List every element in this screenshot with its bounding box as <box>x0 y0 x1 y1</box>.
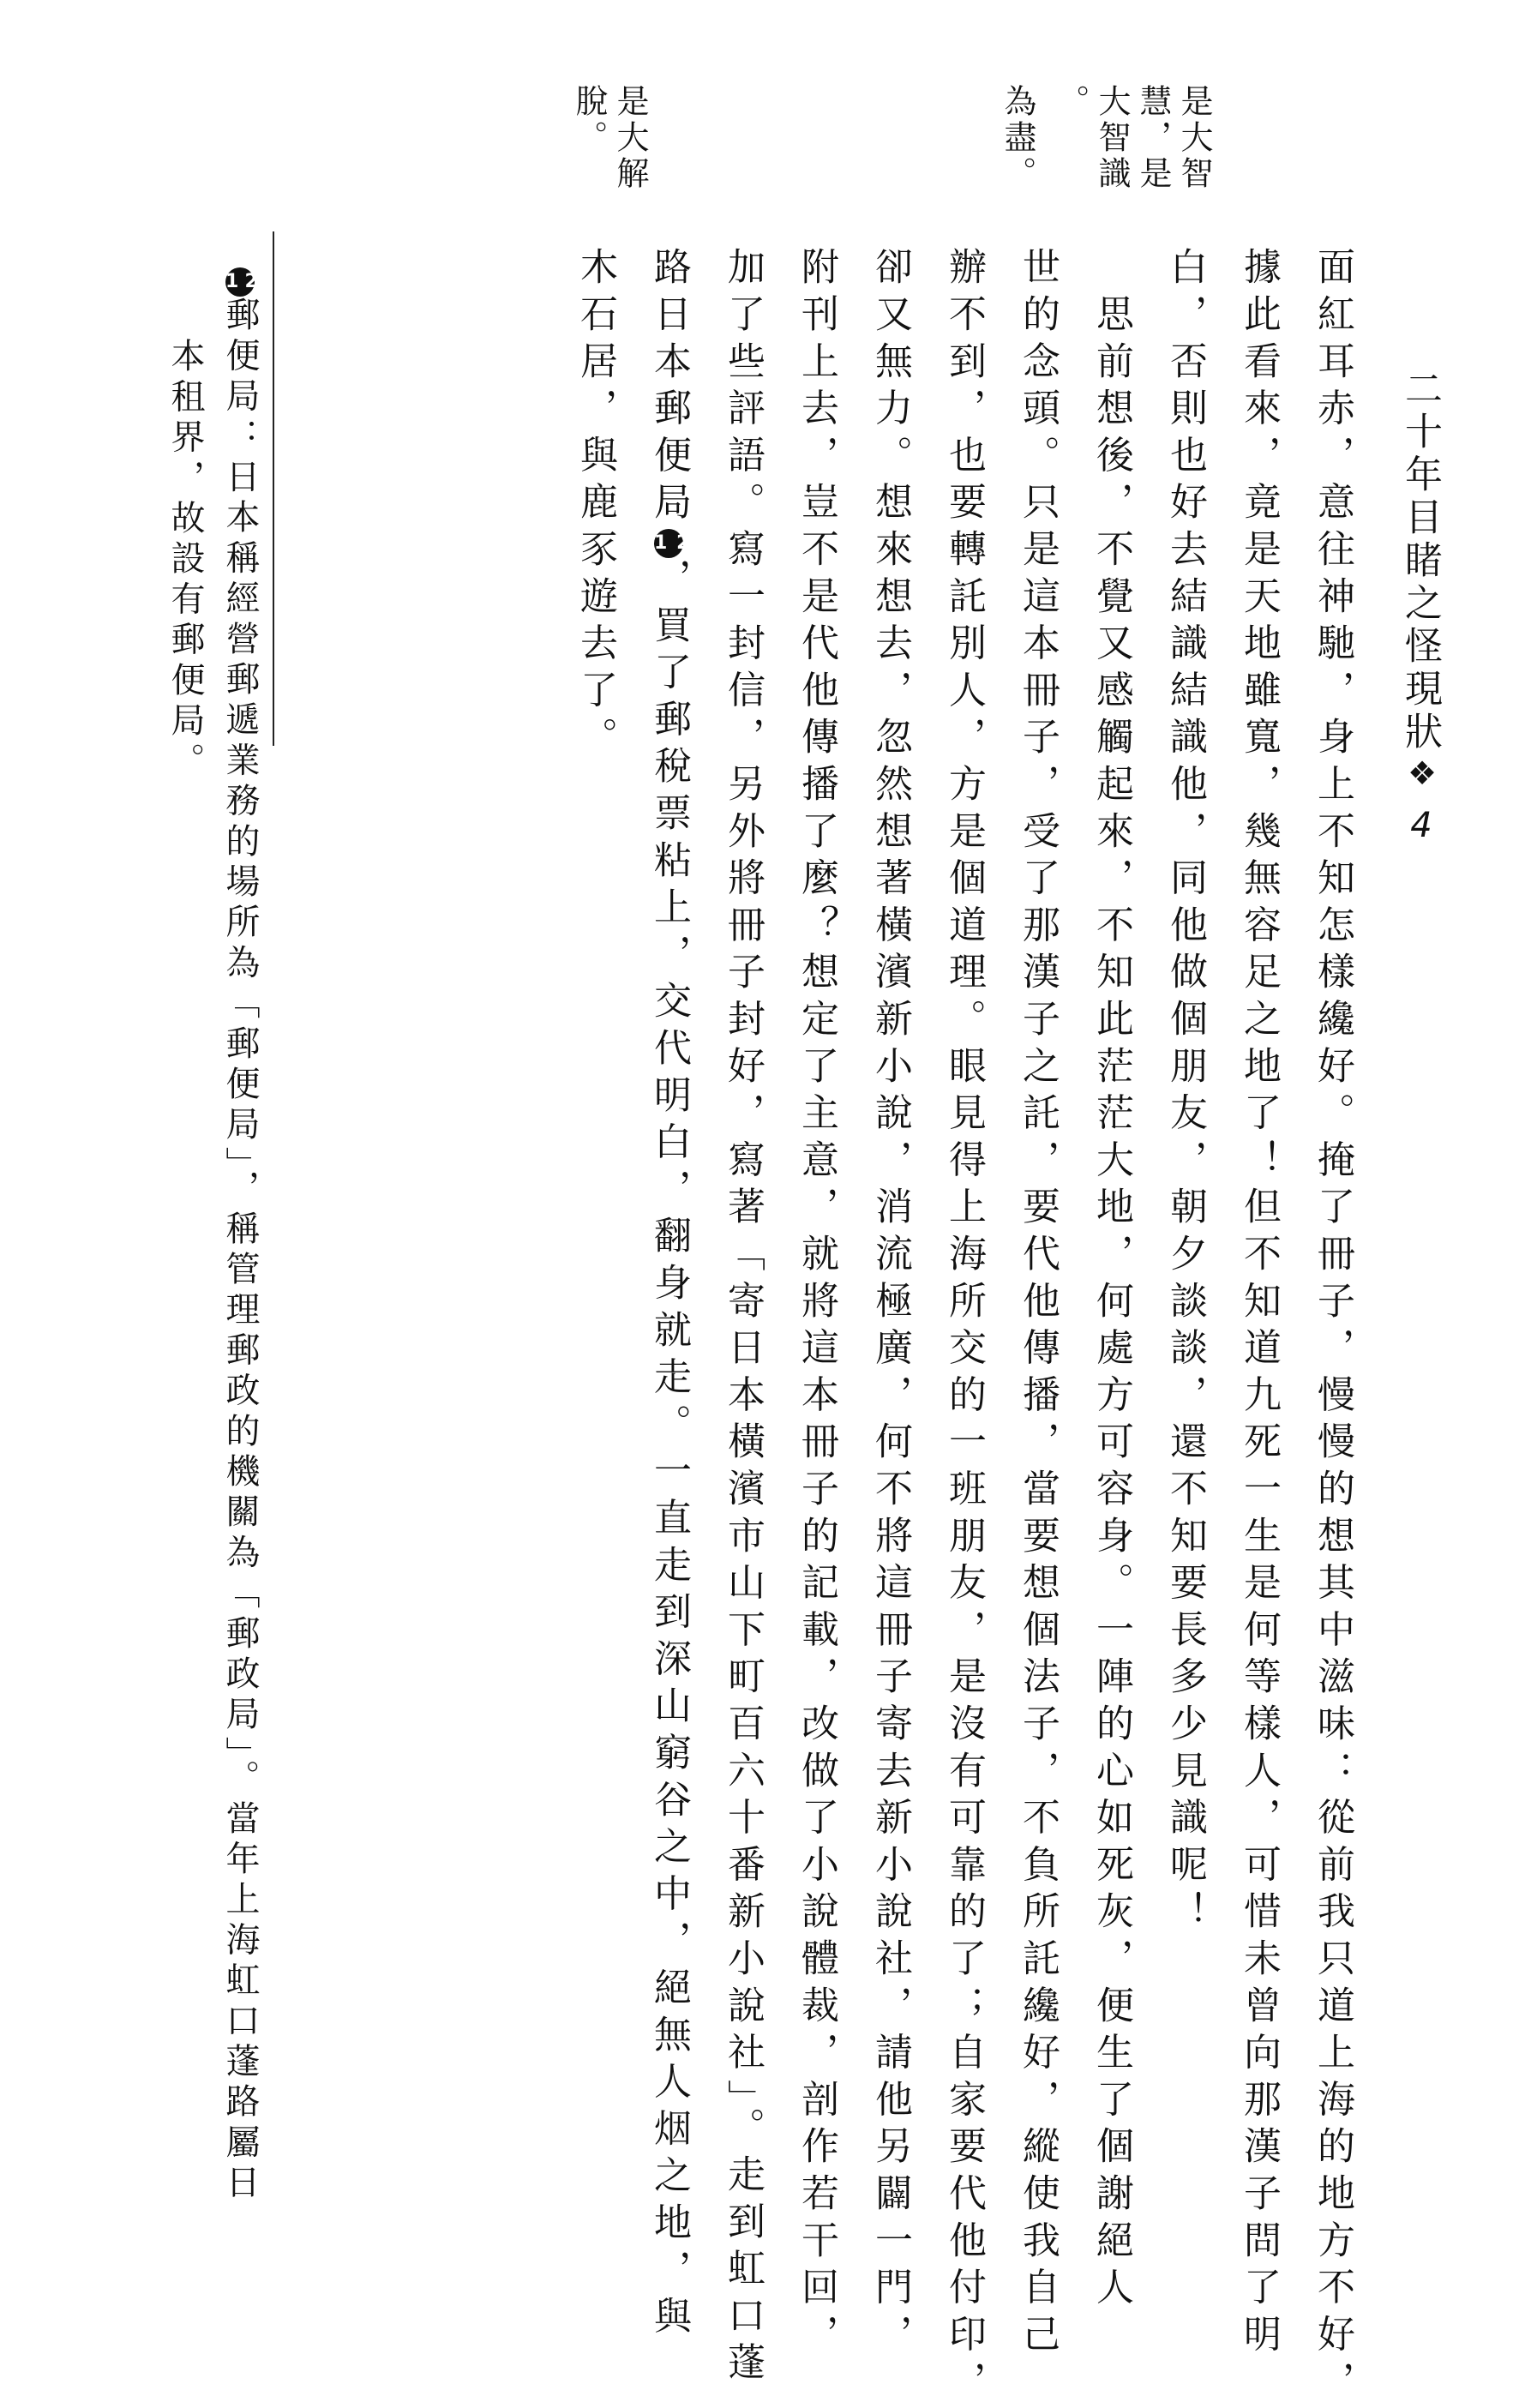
footnote-divider <box>273 231 274 746</box>
body-column-6: 辦不到，也要轉託別人，方是個道理。眼見得上海所交的一班朋友，是沒有可靠的了；自家要代他付印， <box>942 247 986 2408</box>
margin-note-line: 為盡。 <box>999 84 1036 192</box>
body-column-10-rest: ，買了郵稅票粘上，交代明白，翻身就走。一直走到深山窮谷之中，絕無人烟之地，與 <box>647 557 691 2344</box>
body-column-11: 木石居，與鹿豕遊去了。 <box>573 247 617 764</box>
ornament-icon: ❖ <box>1403 754 1441 792</box>
margin-note-line: 是大解 <box>611 84 649 192</box>
margin-note-line: 慧，是 <box>1134 84 1172 192</box>
footnote-ref-12: 12 <box>654 529 683 558</box>
page-number: 4 <box>1402 806 1441 845</box>
body-column-3: 白，否則也好去結識結識他，同他做個朋友，朝夕談談，還不知要長多少見識呢！ <box>1163 247 1207 1938</box>
body-column-9: 加了些評語。寫一封信，另外將冊子封好，寫著「寄日本橫濱市山下町百六十番新小說社」。走到虹口蓬 <box>721 247 765 2389</box>
body-column-1: 面紅耳赤，意往神馳，身上不知怎樣纔好。掩了冊子，慢慢的想其中滋味：從前我只道上海的地方不好， <box>1311 247 1354 2408</box>
body-column-5: 世的念頭。只是這本冊子，受了那漢子之託，要代他傳播，當要想個法子，不負所託纔好，縱使我自己 <box>1016 247 1060 2361</box>
footnote-line-1 <box>220 267 265 2205</box>
body-column-7: 卻又無力。想來想去，忽然想著橫濱新小說，消流極廣，何不將這冊子寄去新小說社，請他另闢一門， <box>868 247 912 2361</box>
body-column-8: 附刊上去，豈不是代他傳播了麼？想定了主意，就將這本冊子的記載，改做了小說體裁，剖作若干回， <box>795 247 838 2361</box>
footnote-marker-12: 12 <box>225 267 255 297</box>
footnote-line-2: 本租界，故設有郵便局。 <box>165 338 205 784</box>
body-column-2: 據此看來，竟是天地雖寬，幾無容足之地了！但不知道九死一生是何等樣人，可惜未曾向那漢子問了明 <box>1237 247 1281 2361</box>
body-column-10 <box>647 247 699 2344</box>
body-column-4: 思前想後，不覺又感觸起來，不知此茫茫大地，何處方可容身。一陣的心如死灰，便生了個謝絕人 <box>1090 247 1133 2315</box>
margin-note-line: 大智識 <box>1093 84 1131 192</box>
margin-note-line: 是大智 <box>1175 84 1213 192</box>
book-title: 二十年目睹之怪現狀 <box>1398 369 1442 754</box>
margin-note-line: 。 <box>1052 84 1090 120</box>
margin-note-line: 脫。 <box>570 84 608 156</box>
footnote-text-1: 郵便局：日本稱經營郵遞業務的場所為「郵便局」，稱管理郵政的機關為「郵政局」。當年上海虹口蓬路屬日 <box>220 297 260 2205</box>
body-column-10-start: 路日本郵便局 <box>647 247 691 529</box>
